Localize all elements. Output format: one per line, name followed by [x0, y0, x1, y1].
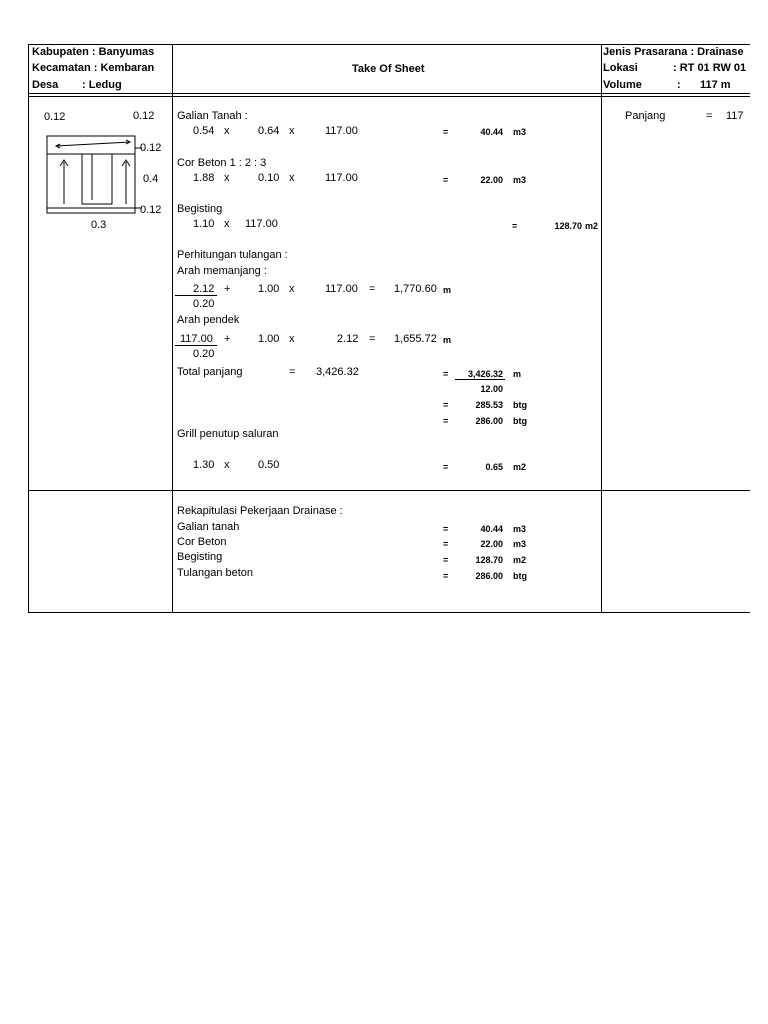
rekap-item-eq: = — [443, 539, 449, 549]
memanjang-unit: m — [443, 285, 452, 295]
rekap-item-label: Begisting — [177, 551, 223, 563]
grill-x1: x — [224, 459, 230, 471]
rekap-item-label: Tulangan beton — [177, 567, 254, 579]
sketch-dim-right-mid: 0.4 — [143, 173, 159, 185]
begisting-x1: x — [224, 218, 230, 230]
pendek-label: Arah pendek — [177, 314, 240, 326]
sketch-dim-right-top: 0.12 — [140, 142, 162, 154]
total-value: 3,426.32 — [316, 366, 359, 378]
galian-label: Galian Tanah : — [177, 110, 248, 122]
memanjang-num: 2.12 — [193, 283, 215, 295]
total-eq: = — [289, 366, 296, 378]
border-top — [28, 44, 750, 45]
border-header-bottom-2 — [28, 96, 750, 97]
total-u2: btg — [513, 416, 527, 426]
total-eq2: = — [443, 369, 449, 379]
memanjang-plus: + — [224, 283, 231, 295]
rekap-item-value: 286.00 — [475, 571, 503, 581]
total-eq3: = — [443, 400, 449, 410]
total-label: Total panjang — [177, 366, 243, 378]
pendek-unit: m — [443, 335, 452, 345]
rekap-item-label: Cor Beton — [177, 536, 227, 548]
pendek-eq: = — [369, 333, 376, 345]
total-fraction-bar — [455, 379, 505, 380]
desa-value: : Ledug — [82, 79, 122, 91]
pendek-result: 1,655.72 — [394, 333, 437, 345]
kabupaten-text: Kabupaten : Banyumas — [32, 46, 155, 58]
rekap-item-unit: m2 — [513, 555, 527, 565]
grill-label: Grill penutup saluran — [177, 428, 279, 440]
grill-b: 0.50 — [258, 459, 280, 471]
galian-result: 40.44 — [480, 127, 503, 137]
begisting-b: 117.00 — [245, 218, 278, 230]
border-col2 — [601, 44, 602, 613]
cor-eq: = — [443, 175, 449, 185]
rekap-item-value: 128.70 — [475, 555, 503, 565]
pendek-fraction-bar — [175, 345, 217, 346]
border-col1 — [172, 44, 173, 613]
rekap-item-unit: btg — [513, 571, 527, 581]
border-mid — [28, 490, 750, 491]
cor-unit: m3 — [513, 175, 527, 185]
memanjang-b: 117.00 — [325, 283, 358, 295]
rekap-item-eq: = — [443, 571, 449, 581]
sketch-dim-right-bot: 0.12 — [140, 204, 162, 216]
panjang-eq: = — [706, 110, 713, 122]
lokasi-value: : RT 01 RW 01 — [673, 62, 747, 74]
grill-unit: m2 — [513, 462, 527, 472]
total-unit: m — [513, 369, 522, 379]
pendek-plus: + — [224, 333, 231, 345]
pendek-b: 2.12 — [337, 333, 359, 345]
panjang-label: Panjang — [625, 110, 666, 122]
memanjang-result: 1,770.60 — [394, 283, 437, 295]
begisting-label: Begisting — [177, 203, 223, 215]
grill-result: 0.65 — [485, 462, 503, 472]
cor-x2: x — [289, 172, 295, 184]
rekap-item-eq: = — [443, 555, 449, 565]
grill-a: 1.30 — [193, 459, 215, 471]
cor-c: 117.00 — [325, 172, 358, 184]
sketch-dim-bottom: 0.3 — [91, 219, 107, 231]
galian-b: 0.64 — [258, 125, 280, 137]
panjang-value: 117 — [726, 110, 744, 122]
lokasi-label: Lokasi — [603, 62, 638, 74]
rekap-item-unit: m3 — [513, 539, 527, 549]
cor-result: 22.00 — [480, 175, 503, 185]
memanjang-a: 1.00 — [258, 283, 280, 295]
cor-a: 1.88 — [193, 172, 215, 184]
rekap-item-label: Galian tanah — [177, 521, 240, 533]
pendek-num: 117.00 — [180, 333, 213, 345]
rekap-item-eq: = — [443, 524, 449, 534]
begisting-a: 1.10 — [193, 218, 215, 230]
sketch-dim-top-left: 0.12 — [44, 111, 66, 123]
memanjang-fraction-bar — [175, 295, 217, 296]
total-eq4: = — [443, 416, 449, 426]
cor-label: Cor Beton 1 : 2 : 3 — [177, 157, 267, 169]
cor-x1: x — [224, 172, 230, 184]
memanjang-x1: x — [289, 283, 295, 295]
sheet-title: Take Of Sheet — [352, 63, 425, 75]
memanjang-label: Arah memanjang : — [177, 265, 267, 277]
begisting-eq: = — [512, 221, 518, 231]
sketch-dim-top-right: 0.12 — [133, 110, 155, 122]
total-r2: 286.00 — [475, 416, 503, 426]
galian-c: 117.00 — [325, 125, 358, 137]
border-left — [28, 44, 29, 613]
memanjang-den: 0.20 — [193, 298, 215, 310]
rekap-title: Rekapitulasi Pekerjaan Drainase : — [177, 505, 343, 517]
pendek-x1: x — [289, 333, 295, 345]
volume-value: 117 m — [700, 79, 731, 91]
pendek-a: 1.00 — [258, 333, 280, 345]
memanjang-eq: = — [369, 283, 376, 295]
galian-a: 0.54 — [193, 125, 215, 137]
border-header-bottom — [28, 93, 750, 94]
pendek-den: 0.20 — [193, 348, 215, 360]
cor-b: 0.10 — [258, 172, 280, 184]
tulangan-label: Perhitungan tulangan : — [177, 249, 288, 261]
grill-eq: = — [443, 462, 449, 472]
total-r1: 285.53 — [475, 400, 503, 410]
rekap-item-unit: m3 — [513, 524, 527, 534]
begisting-unit: m2 — [585, 221, 599, 231]
begisting-result: 128.70 — [554, 221, 582, 231]
kecamatan-text: Kecamatan : Kembaran — [32, 62, 155, 74]
galian-unit: m3 — [513, 127, 527, 137]
galian-x2: x — [289, 125, 295, 137]
border-bottom — [28, 612, 750, 613]
desa-label: Desa — [32, 79, 59, 91]
volume-colon: : — [677, 79, 681, 91]
rekap-item-value: 40.44 — [480, 524, 503, 534]
jenis-prasarana-text: Jenis Prasarana : Drainase — [603, 46, 744, 58]
galian-x1: x — [224, 125, 230, 137]
total-den: 12.00 — [480, 384, 503, 394]
total-u1: btg — [513, 400, 527, 410]
volume-label: Volume — [603, 79, 642, 91]
total-num: 3,426.32 — [467, 369, 503, 379]
rekap-item-value: 22.00 — [480, 539, 503, 549]
galian-eq: = — [443, 127, 449, 137]
channel-cross-section-sketch — [40, 128, 144, 220]
